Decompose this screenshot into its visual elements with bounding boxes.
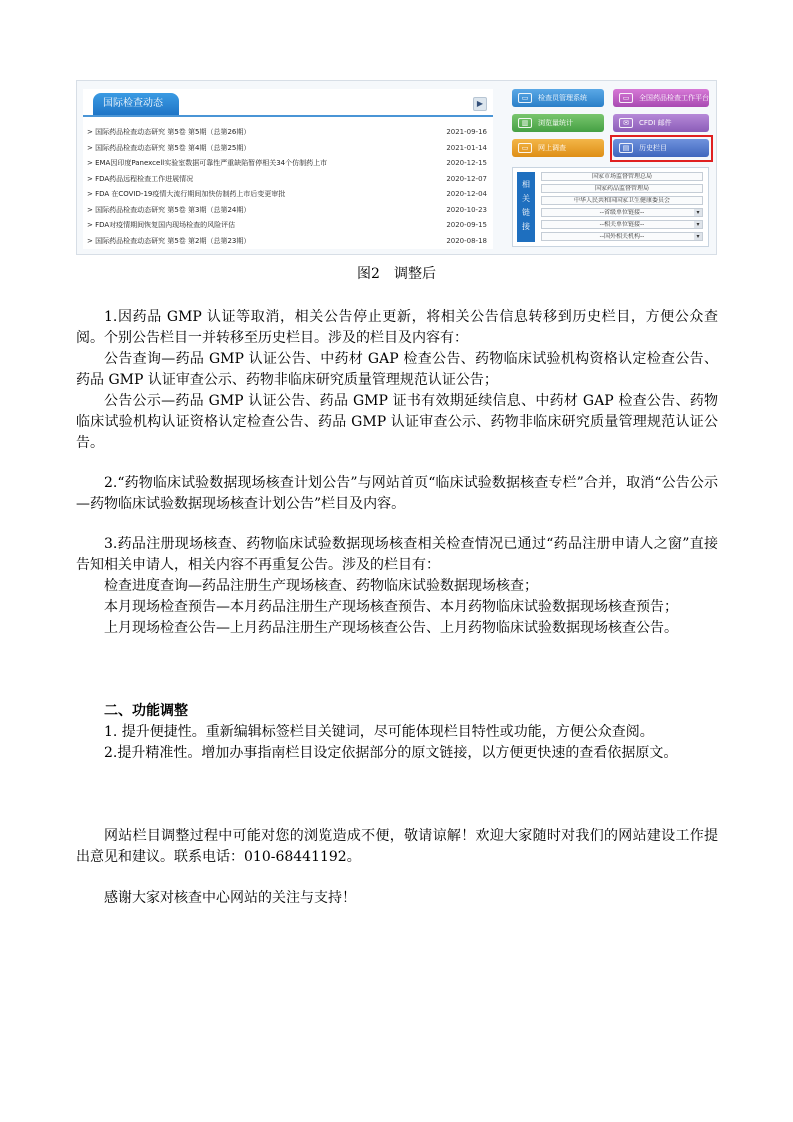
related-links: [512, 167, 709, 247]
news-tab[interactable]: 国际检查动态: [93, 93, 179, 115]
notice-paragraph: 网站栏目调整过程中可能对您的浏览造成不便，敬请谅解！欢迎大家随时对我们的网站建设工作提出意见和建议。联系电话：010-68441192。: [76, 828, 718, 865]
related-units-select[interactable]: --相关单位链接-- ▾: [541, 220, 703, 229]
paragraph-3: 3.药品注册现场核查、药物临床试验数据现场核查相关检查情况已通过“药品注册申请人之窗”直接告知相关申请人，相关内容不再重复公告。涉及的栏目有：: [76, 536, 718, 573]
news-item[interactable]: > FDA药品远程检查工作进展情况 2020-12-07: [87, 174, 487, 183]
paragraph-1: 1.因药品 GMP 认证等取消，相关公告停止更新，将相关公告信息转移到历史栏目，方便公众查阅。个别公告栏目一并转移至历史栏目。涉及的栏目及内容有：: [76, 309, 718, 346]
laptop-icon: ▭: [518, 143, 532, 153]
provincial-links-select[interactable]: --省级单位链接-- ▾: [541, 208, 703, 217]
paragraph-3c: 上月现场检查公告—上月药品注册生产现场核查公告、上月药物临床试验数据现场核查公告。: [104, 620, 678, 636]
news-item[interactable]: > FDA 在COVID-19疫情大流行期间加快仿制药上市后变更审批 2020-12-04: [87, 190, 487, 198]
link-nmpa[interactable]: 国家药品监督管理局: [541, 184, 703, 193]
paragraph-f1: 1. 提升便捷性。重新编辑标签栏目关键词，尽可能体现栏目特性或功能，方便公众查阅。: [104, 724, 654, 740]
paragraph-2: 2.“药物临床试验数据现场核查计划公告”与网站首页“临床试验数据核查专栏”合并，取消“公告公示—药物临床试验数据现场核查计划公告”栏目及内容。: [76, 475, 718, 512]
news-list: [87, 125, 487, 249]
news-item[interactable]: > 国际药品检查动态研究 第5卷 第3期（总第24期） 2020-10-23: [87, 205, 487, 214]
section-function: [76, 701, 718, 764]
caption-text: 调整后: [393, 266, 436, 282]
section-heading: 二、功能调整: [104, 703, 188, 719]
paragraph-f2: 2.提升精准性。增加办事指南栏目设定依据部分的原文链接，以方便更快速的查看依据原文。: [104, 745, 678, 761]
cfdi-mail-button[interactable]: ✉ CFDI 邮件: [613, 114, 709, 132]
link-samr[interactable]: 国家市场监督管理总局: [541, 172, 703, 181]
monitor-icon: ▭: [518, 93, 532, 103]
history-column-button[interactable]: ▤ 历史栏目: [613, 139, 709, 157]
thanks-paragraph: 感谢大家对核查中心网站的关注与支持！: [104, 890, 356, 906]
paragraph-3a: 检查进度查询—药品注册生产现场核查、药物临床试验数据现场核查；: [104, 578, 538, 594]
national-platform-button[interactable]: ▭ 全国药品检查工作平台: [613, 89, 709, 107]
section-thanks: [76, 888, 718, 909]
section-column-removal: [76, 307, 718, 454]
news-item[interactable]: > 国际药品检查动态研究 第5卷 第4期（总第25期） 2021-01-14: [87, 143, 487, 152]
chart-icon: ▥: [518, 118, 532, 128]
more-arrow-icon[interactable]: ▶: [473, 97, 487, 111]
news-header: [83, 93, 493, 117]
online-survey-button[interactable]: ▭ 网上调查: [512, 139, 604, 157]
news-item[interactable]: > 国际药品检查动态研究 第5卷 第5期（总第26期） 2021-09-16: [87, 128, 487, 136]
highlight-box: [610, 135, 713, 162]
section-notice: [76, 826, 718, 868]
paragraph-1b: 公告公示—药品 GMP 认证公告、药品 GMP 证书有效期延续信息、中药材 GAP 检查公告、药物临床试验机构认证资格认定检查公告、药品 GMP 认证审查公示、药物非临床研究质量管理规范认证公告。: [76, 393, 718, 451]
figure-caption: [0, 265, 793, 283]
folder-icon: ▤: [619, 143, 633, 153]
foreign-agencies-select[interactable]: --国外相关机构-- ▾: [541, 232, 703, 241]
news-item[interactable]: > 国际药品检查动态研究 第5卷 第2期（总第23期） 2020-08-18: [87, 236, 487, 245]
news-item[interactable]: > FDA对疫情期间恢复国内现场检查的风险评估 2020-09-15: [87, 221, 487, 229]
mail-icon: ✉: [619, 118, 633, 128]
section-registration: [76, 534, 718, 639]
paragraph-1a: 公告查询—药品 GMP 认证公告、中药材 GAP 检查公告、药物临床试验机构资格认定检查公告、药品 GMP 认证审查公示、药物非临床研究质量管理规范认证公告；: [76, 351, 718, 388]
related-links-label: 相 关 链 接: [517, 172, 535, 242]
window-icon: ▭: [619, 93, 633, 103]
news-panel: [83, 89, 493, 249]
quick-links-panel: [509, 87, 713, 251]
inspector-system-button[interactable]: ▭ 检查员管理系统: [512, 89, 604, 107]
stats-button[interactable]: ▥ 浏览量统计: [512, 114, 604, 132]
news-item[interactable]: > EMA因印度Panexcell实验室数据可靠性严重缺陷暂停相关34个仿制药上市 2020-12-15: [87, 159, 487, 167]
caption-label: 图2: [357, 266, 380, 282]
figure-screenshot: [76, 80, 717, 255]
link-nhc[interactable]: 中华人民共和国国家卫生健康委员会: [541, 196, 703, 205]
paragraph-3b: 本月现场检查预告—本月药品注册生产现场核查预告、本月药物临床试验数据现场核查预告；: [104, 599, 678, 615]
section-merge: [76, 473, 718, 515]
